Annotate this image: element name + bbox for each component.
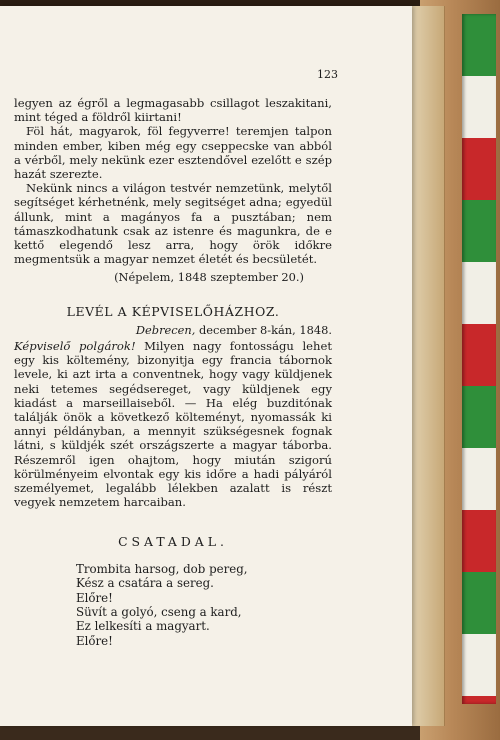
page-text	[14, 96, 332, 648]
book-page	[0, 6, 412, 726]
paragraph-1: legyen az égről a legmagasabb csillagot leszakitani, mint téged a földről kiirtani!	[14, 96, 332, 125]
dateline-date: december 8-kán, 1848.	[195, 322, 332, 337]
letter-text: Milyen nagy fontosságu lehet egy kis költemény, bizonyitja egy francia tábornok levele, ki azt irta a conventnek, hogy vagy küldjenek neki tetemes segédsereget, vagy küldjenek egy kiadást a marseillaiseből. — Ha elég buzditónak találják önök a következő költeményt, nyomassák ki annyi példányban, a mennyit szükségesnek fognak látni, s küldjék szét országszerte a magyar táborba. Részemről igen ohajtom, hogy miután szigorú körülményeim elvontak egy kis időre a hadi pályáról személyemet, legalább lélekben azalatt is részt vegyek nemzetem harcaiban.	[14, 339, 332, 510]
poem-line: Trombita harsog, dob pereg,	[76, 561, 248, 576]
source-citation: (Népelem, 1848 szeptember 20.)	[114, 270, 304, 285]
tricolor-ribbon	[462, 14, 496, 704]
poem	[14, 562, 332, 648]
poem-line: Kész a csatára a sereg.	[76, 576, 214, 591]
dateline-place: Debrecen,	[135, 322, 196, 337]
poem-line: Süvít a golyó, cseng a kard,	[76, 604, 242, 619]
letter-body	[14, 339, 332, 509]
poem-title: CSATADAL.	[118, 534, 228, 550]
page-number: 123	[317, 68, 338, 81]
paragraph-2: Föl hát, magyarok, föl fegyverre! teremjen talpon minden ember, kiben még egy cseppecske van abból a vérből, mely nekünk ezer esztendővel ezelőtt e szép hazát szerezte.	[14, 124, 332, 182]
poem-line: Előre!	[76, 590, 113, 605]
poem-line: Ez lelkesíti a magyart.	[76, 619, 210, 634]
letter-dateline	[14, 323, 332, 337]
salutation: Képviselő polgárok!	[14, 339, 136, 354]
letter-heading: LEVÉL A KÉPVISELŐHÁZHOZ.	[66, 303, 280, 319]
poem-line: Előre!	[76, 633, 113, 648]
paragraph-3: Nekünk nincs a világon testvér nemzetünk, melytől segítséget kérhetnénk, mely segitséget adna; egyedül állunk, mint a magányos fa a pusztában; nem támaszkodhatunk csak az istenre és magunkra, de e kettő elegendő lesz arra, hogy örök időkre megmentsük a magyar nemzet életét és becsületét.	[14, 181, 332, 267]
